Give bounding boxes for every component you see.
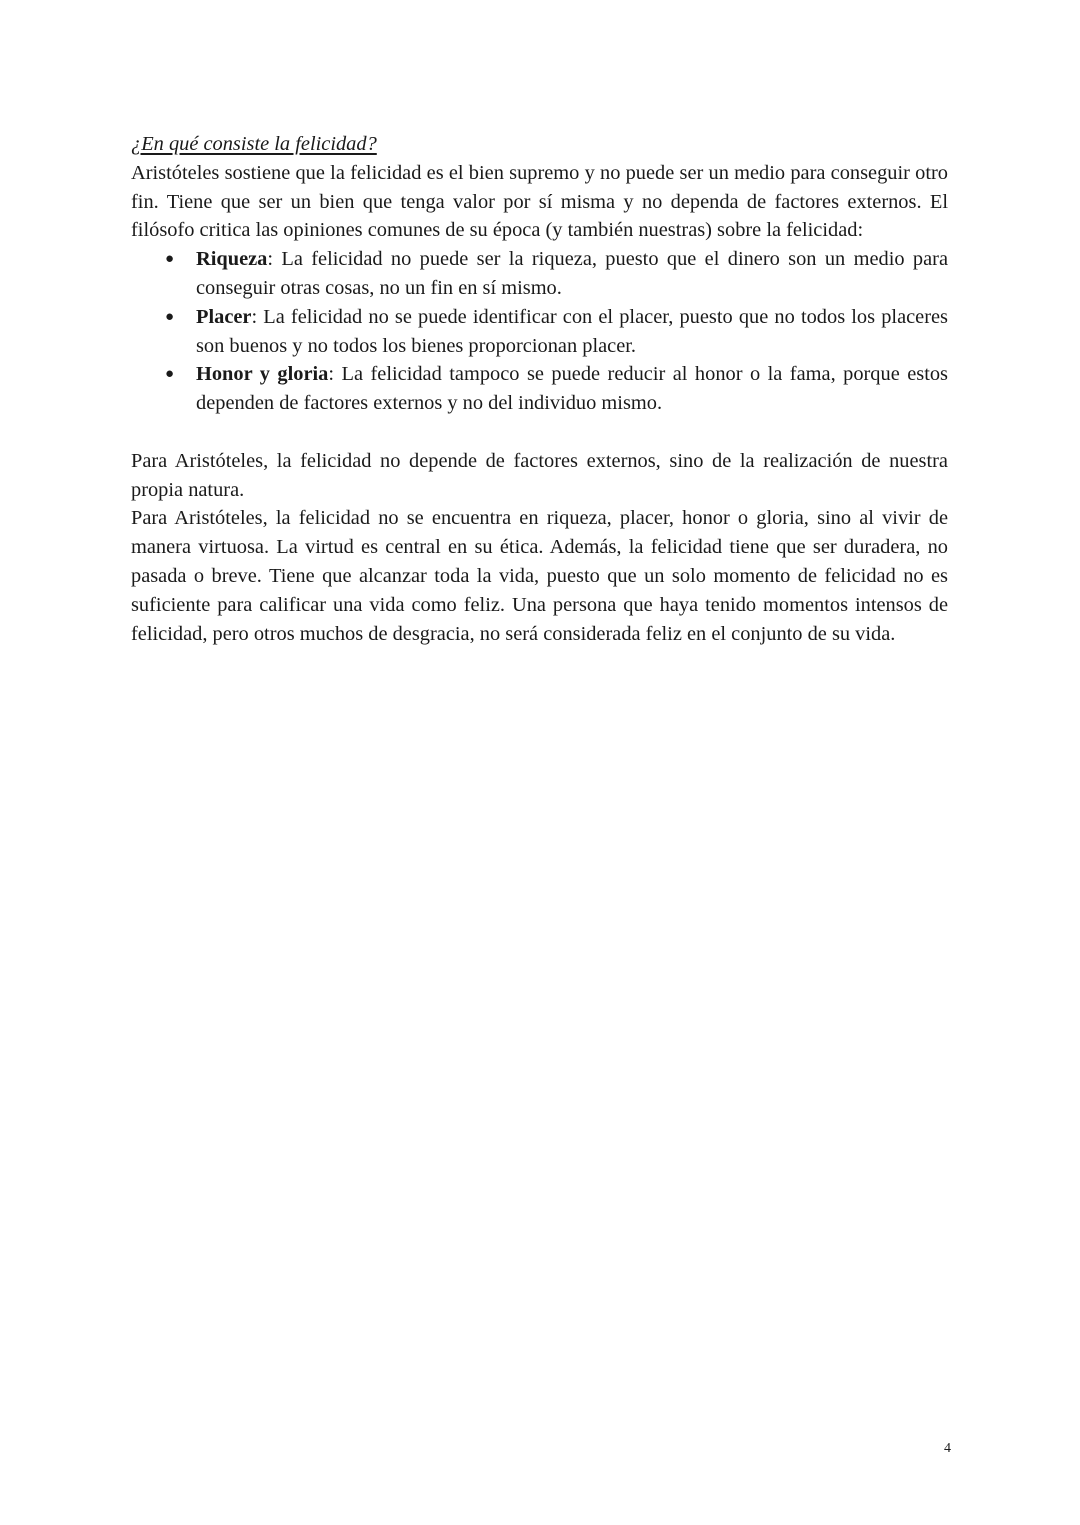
bullet-icon: ● [165, 251, 175, 268]
page-number: 4 [944, 1441, 951, 1456]
list-item [165, 303, 948, 361]
document-body [131, 130, 948, 648]
section-heading: ¿En qué consiste la felicidad? [131, 133, 377, 155]
list-item [165, 360, 948, 418]
list-item [165, 245, 948, 303]
list-item-text: : La felicidad no puede ser la riqueza, puesto que el dinero son un medio para conseguir otras cosas, no un fin en sí mismo. [196, 248, 948, 299]
bullet-list [131, 245, 948, 418]
paragraph-spacer [131, 418, 948, 447]
body-paragraph: Para Aristóteles, la felicidad no depende de factores externos, sino de la realización de nuestra propia natura. [131, 449, 948, 501]
list-item-text: : La felicidad no se puede identificar con el placer, puesto que no todos los placeres son buenos y no todos los bienes proporcionan placer. [196, 305, 948, 357]
body-paragraph: Para Aristóteles, la felicidad no se encuentra en riqueza, placer, honor o gloria, sino al vivir de manera virtuosa. La virtud es central en su ética. Además, la felicidad tiene que ser duradera, no pasada o breve. Tiene que alcanzar toda la vida, puesto que un solo momento de felicidad no es suficiente para calificar una vida como feliz. Una persona que haya tenido momentos intensos de felicidad, pero otros muchos de desgracia, no será considerada feliz en el conjunto de su vida. [131, 507, 948, 645]
list-item-term: Placer [196, 305, 252, 328]
intro-paragraph: Aristóteles sostiene que la felicidad es el bien supremo y no puede ser un medio para conseguir otro fin. Tiene que ser un bien que tenga valor por sí misma y no dependa de factores externos. El filósofo critica las opiniones comunes de su época (y también nuestras) sobre la felicidad: [131, 161, 948, 242]
list-item-term: Riqueza [196, 248, 268, 271]
list-item-term: Honor y gloria [196, 363, 329, 386]
bullet-icon: ● [165, 366, 175, 383]
list-item-text: : La felicidad tampoco se puede reducir al honor o la fama, porque estos dependen de factores externos y no del individuo mismo. [196, 363, 948, 415]
bullet-icon: ● [165, 308, 175, 325]
